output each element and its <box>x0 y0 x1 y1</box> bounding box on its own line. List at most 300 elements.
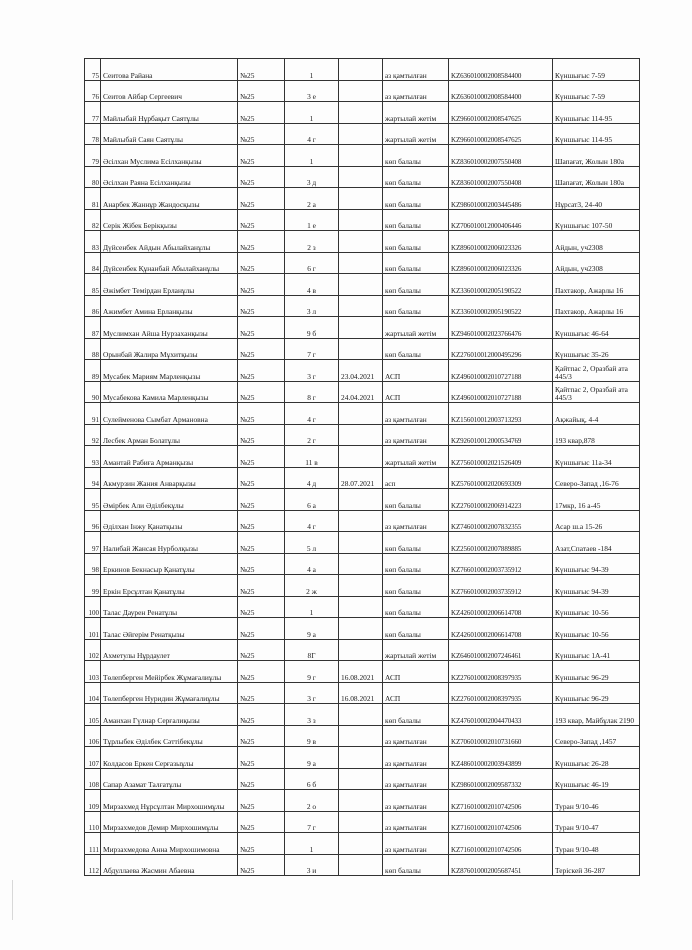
account-cell: KZ716010002010742506 <box>449 790 553 812</box>
class-cell: 2 а <box>285 188 339 210</box>
date-cell <box>339 747 383 769</box>
row-number: 94 <box>85 467 101 489</box>
full-name-cell: Анарбек Жаннұр Жандосқызы <box>101 188 238 210</box>
account-cell: KZ716010002010742506 <box>449 833 553 855</box>
date-cell: 28.07.2021 <box>339 467 383 489</box>
row-number: 79 <box>85 145 101 167</box>
group-cell: №25 <box>238 747 285 769</box>
date-cell: 16.08.2021 <box>339 682 383 704</box>
table-row <box>85 381 640 403</box>
full-name-cell: Төлепберген Нуридин Жұмағалиұлы <box>101 682 238 704</box>
address-cell: Айдын, уч2308 <box>553 252 640 274</box>
group-cell: №25 <box>238 661 285 683</box>
class-cell: 9 б <box>285 317 339 339</box>
full-name-cell: Сулейменова Сымбат Армановна <box>101 403 238 425</box>
class-cell: 3 е <box>285 80 339 102</box>
group-cell: №25 <box>238 618 285 640</box>
full-name-cell: Сеитова Райана <box>101 59 238 81</box>
account-cell: KZ896010002006023326 <box>449 231 553 253</box>
group-cell: №25 <box>238 682 285 704</box>
date-cell <box>339 833 383 855</box>
address-cell: Туран 9/10-48 <box>553 833 640 855</box>
table-row <box>85 123 640 145</box>
table-row <box>85 553 640 575</box>
date-cell <box>339 532 383 554</box>
category-cell: жартылай жетім <box>383 317 449 339</box>
category-cell: аз қамтылған <box>383 59 449 81</box>
full-name-cell: Налибай Жансая Нурболқызы <box>101 532 238 554</box>
account-cell: KZ426010002006614708 <box>449 596 553 618</box>
account-cell: KZ486010002003943899 <box>449 747 553 769</box>
category-cell: көп балалы <box>383 338 449 360</box>
address-cell: Күншығыс 10-56 <box>553 596 640 618</box>
row-number: 97 <box>85 532 101 554</box>
account-cell: KZ706010012000406446 <box>449 209 553 231</box>
account-cell: KZ276010002006914223 <box>449 489 553 511</box>
group-cell: №25 <box>238 145 285 167</box>
table-row <box>85 833 640 855</box>
date-cell <box>339 59 383 81</box>
group-cell: №25 <box>238 360 285 382</box>
address-cell: Нұрсат3, 24-40 <box>553 188 640 210</box>
table-row <box>85 317 640 339</box>
category-cell: көп балалы <box>383 295 449 317</box>
date-cell <box>339 639 383 661</box>
category-cell: көп балалы <box>383 596 449 618</box>
group-cell: №25 <box>238 381 285 403</box>
category-cell: көп балалы <box>383 274 449 296</box>
class-cell: 9 а <box>285 618 339 640</box>
account-cell: KZ706010002010731660 <box>449 725 553 747</box>
account-cell: KZ256010002007889885 <box>449 532 553 554</box>
group-cell: №25 <box>238 166 285 188</box>
address-cell: Туран 9/10-47 <box>553 811 640 833</box>
table-body <box>85 59 640 876</box>
full-name-cell: Ахметулы Нұрдаулет <box>101 639 238 661</box>
table-row <box>85 854 640 876</box>
row-number: 101 <box>85 618 101 640</box>
row-number: 99 <box>85 575 101 597</box>
date-cell <box>339 704 383 726</box>
address-cell: Терiскей 36-287 <box>553 854 640 876</box>
full-name-cell: Дүйсенбек Құнанбай Абылайханұлы <box>101 252 238 274</box>
row-number: 98 <box>85 553 101 575</box>
full-name-cell: Мирзахмед Нұрсұлтан Мирхошимұлы <box>101 790 238 812</box>
full-name-cell: Әділхан Інжу Қанатқызы <box>101 510 238 532</box>
class-cell: 3 д <box>285 166 339 188</box>
row-number: 108 <box>85 768 101 790</box>
address-cell: Күншығыс 96-29 <box>553 682 640 704</box>
table-row <box>85 295 640 317</box>
date-cell <box>339 338 383 360</box>
full-name-cell: Муслимхан Айша Нурзаханқызы <box>101 317 238 339</box>
address-cell: Туран 9/10-46 <box>553 790 640 812</box>
full-name-cell: Абдуллаева Жасмин Абаевна <box>101 854 238 876</box>
beneficiary-table <box>84 58 640 876</box>
table-row <box>85 80 640 102</box>
table-row <box>85 489 640 511</box>
row-number: 96 <box>85 510 101 532</box>
scan-edge-mark <box>12 880 17 920</box>
table-row <box>85 532 640 554</box>
table-row <box>85 575 640 597</box>
category-cell: АСП <box>383 661 449 683</box>
account-cell: KZ756010002021526409 <box>449 446 553 468</box>
class-cell: 2 з <box>285 231 339 253</box>
address-cell: Күншығыс 107-50 <box>553 209 640 231</box>
category-cell: аз қамтылған <box>383 768 449 790</box>
category-cell: көп балалы <box>383 532 449 554</box>
row-number: 75 <box>85 59 101 81</box>
date-cell <box>339 188 383 210</box>
account-cell: KZ896010002006023326 <box>449 252 553 274</box>
row-number: 105 <box>85 704 101 726</box>
table-row <box>85 704 640 726</box>
account-cell: KZ476010002004470433 <box>449 704 553 726</box>
class-cell: 4 г <box>285 403 339 425</box>
date-cell <box>339 489 383 511</box>
table-row <box>85 166 640 188</box>
category-cell: жартылай жетім <box>383 639 449 661</box>
group-cell: №25 <box>238 231 285 253</box>
category-cell: көп балалы <box>383 489 449 511</box>
account-cell: KZ636010002008584400 <box>449 59 553 81</box>
account-cell: KZ986010002003445486 <box>449 188 553 210</box>
group-cell: №25 <box>238 811 285 833</box>
group-cell: №25 <box>238 575 285 597</box>
address-cell: Пахтакор, Ажарлы 16 <box>553 274 640 296</box>
row-number: 93 <box>85 446 101 468</box>
group-cell: №25 <box>238 59 285 81</box>
row-number: 88 <box>85 338 101 360</box>
date-cell: 16.08.2021 <box>339 661 383 683</box>
group-cell: №25 <box>238 446 285 468</box>
account-cell: KZ986010002009587332 <box>449 768 553 790</box>
row-number: 95 <box>85 489 101 511</box>
full-name-cell: Майлыбай Саян Саятұлы <box>101 123 238 145</box>
category-cell: аз қамтылған <box>383 790 449 812</box>
class-cell: 11 в <box>285 446 339 468</box>
date-cell <box>339 811 383 833</box>
full-name-cell: Әжімбет Темірдан Ерланұлы <box>101 274 238 296</box>
account-cell: KZ426010002006614708 <box>449 618 553 640</box>
group-cell: №25 <box>238 639 285 661</box>
date-cell <box>339 231 383 253</box>
address-cell: Күншығыс 26-28 <box>553 747 640 769</box>
full-name-cell: Серік Жібек Берікқызы <box>101 209 238 231</box>
full-name-cell: Сеитов Айбар Сергеевич <box>101 80 238 102</box>
address-cell: Ақжайық, 4-4 <box>553 403 640 425</box>
group-cell: №25 <box>238 209 285 231</box>
group-cell: №25 <box>238 510 285 532</box>
group-cell: №25 <box>238 725 285 747</box>
class-cell: 1 <box>285 59 339 81</box>
group-cell: №25 <box>238 596 285 618</box>
date-cell <box>339 274 383 296</box>
date-cell <box>339 317 383 339</box>
full-name-cell: Әсілхан Муслима Есілханқызы <box>101 145 238 167</box>
category-cell: жартылай жетім <box>383 446 449 468</box>
date-cell <box>339 252 383 274</box>
table-row <box>85 231 640 253</box>
address-cell: Күншығыс 114-95 <box>553 123 640 145</box>
class-cell: 6 г <box>285 252 339 274</box>
category-cell: жартылай жетім <box>383 123 449 145</box>
address-cell: 193 квар, Майбұлак 2190 <box>553 704 640 726</box>
date-cell <box>339 145 383 167</box>
full-name-cell: Аманхан Гүлнар Серғалиқызы <box>101 704 238 726</box>
class-cell: 3 и <box>285 854 339 876</box>
class-cell: 6 б <box>285 768 339 790</box>
address-cell: Күншығыс 94-39 <box>553 553 640 575</box>
category-cell: көп балалы <box>383 166 449 188</box>
group-cell: №25 <box>238 403 285 425</box>
category-cell: аз қамтылған <box>383 725 449 747</box>
address-cell: Шапағат, Жолын 180а <box>553 145 640 167</box>
account-cell: KZ276010002008397935 <box>449 661 553 683</box>
class-cell: 4 в <box>285 274 339 296</box>
row-number: 89 <box>85 360 101 382</box>
date-cell <box>339 295 383 317</box>
table-row <box>85 618 640 640</box>
account-cell: KZ966010002008547625 <box>449 102 553 124</box>
full-name-cell: Мирзахмедов Демир Мирхошимұлы <box>101 811 238 833</box>
table-row <box>85 360 640 382</box>
category-cell: аз қамтылған <box>383 403 449 425</box>
full-name-cell: Әсілхан Раяна Есілханқызы <box>101 166 238 188</box>
category-cell: көп балалы <box>383 209 449 231</box>
account-cell: KZ746010002007832355 <box>449 510 553 532</box>
account-cell: KZ496010002010727188 <box>449 360 553 382</box>
account-cell: KZ766010002003735912 <box>449 553 553 575</box>
date-cell <box>339 446 383 468</box>
row-number: 80 <box>85 166 101 188</box>
date-cell <box>339 575 383 597</box>
date-cell <box>339 424 383 446</box>
category-cell: көп балалы <box>383 553 449 575</box>
group-cell: №25 <box>238 532 285 554</box>
class-cell: 5 л <box>285 532 339 554</box>
address-cell: Күншығыс 11а-34 <box>553 446 640 468</box>
account-cell: KZ836010002007550408 <box>449 166 553 188</box>
group-cell: №25 <box>238 553 285 575</box>
full-name-cell: Әмірбек Али Әділбекұлы <box>101 489 238 511</box>
full-name-cell: Орынбай Жалира Мұхитқызы <box>101 338 238 360</box>
row-number: 92 <box>85 424 101 446</box>
group-cell: №25 <box>238 317 285 339</box>
address-cell: Айдын, уч2308 <box>553 231 640 253</box>
category-cell: көп балалы <box>383 188 449 210</box>
full-name-cell: Төлепберген Мейірбек Жұмағалиұлы <box>101 661 238 683</box>
full-name-cell: Талас Әйгерім Ренатқызы <box>101 618 238 640</box>
group-cell: №25 <box>238 188 285 210</box>
address-cell: Күншығыс 10-56 <box>553 618 640 640</box>
class-cell: 9 г <box>285 661 339 683</box>
category-cell: жартылай жетім <box>383 102 449 124</box>
table-row <box>85 811 640 833</box>
account-cell: KZ336010002005190522 <box>449 274 553 296</box>
category-cell: көп балалы <box>383 231 449 253</box>
table-row <box>85 639 640 661</box>
row-number: 103 <box>85 661 101 683</box>
table-row <box>85 59 640 81</box>
address-cell: Күншығыс 114-95 <box>553 102 640 124</box>
category-cell: аз қамтылған <box>383 80 449 102</box>
address-cell: Күншығыс 46-19 <box>553 768 640 790</box>
group-cell: №25 <box>238 123 285 145</box>
full-name-cell: Талас Даурен Ренатұлы <box>101 596 238 618</box>
address-cell: Күншығыс 7-59 <box>553 59 640 81</box>
date-cell <box>339 596 383 618</box>
full-name-cell: Мусабек Мариям Марленқызы <box>101 360 238 382</box>
table-row <box>85 274 640 296</box>
date-cell <box>339 403 383 425</box>
row-number: 76 <box>85 80 101 102</box>
table-row <box>85 596 640 618</box>
full-name-cell: Дүйсенбек Айдын Абылайханұлы <box>101 231 238 253</box>
group-cell: №25 <box>238 833 285 855</box>
category-cell: көп балалы <box>383 252 449 274</box>
group-cell: №25 <box>238 704 285 726</box>
class-cell: 8 г <box>285 381 339 403</box>
date-cell <box>339 790 383 812</box>
table-row <box>85 209 640 231</box>
row-number: 100 <box>85 596 101 618</box>
category-cell: аз қамтылған <box>383 510 449 532</box>
class-cell: 3 г <box>285 360 339 382</box>
table-row <box>85 188 640 210</box>
table-row <box>85 403 640 425</box>
date-cell <box>339 166 383 188</box>
account-cell: KZ276010012000495296 <box>449 338 553 360</box>
row-number: 78 <box>85 123 101 145</box>
class-cell: 4 г <box>285 510 339 532</box>
category-cell: АСП <box>383 381 449 403</box>
table-row <box>85 725 640 747</box>
address-cell: Азат,Спатаев -184 <box>553 532 640 554</box>
group-cell: №25 <box>238 102 285 124</box>
full-name-cell: Еркін Ерсұлтан Қанатұлы <box>101 575 238 597</box>
category-cell: АСП <box>383 682 449 704</box>
class-cell: 6 а <box>285 489 339 511</box>
class-cell: 1 <box>285 833 339 855</box>
group-cell: №25 <box>238 790 285 812</box>
class-cell: 2 о <box>285 790 339 812</box>
category-cell: аз қамтылған <box>383 424 449 446</box>
class-cell: 8Г <box>285 639 339 661</box>
table-row <box>85 252 640 274</box>
address-cell: Северо-Запад ,16-76 <box>553 467 640 489</box>
account-cell: KZ636010002008584400 <box>449 80 553 102</box>
class-cell: 1 <box>285 102 339 124</box>
category-cell: көп балалы <box>383 704 449 726</box>
row-number: 81 <box>85 188 101 210</box>
class-cell: 1 <box>285 145 339 167</box>
date-cell <box>339 102 383 124</box>
date-cell <box>339 123 383 145</box>
class-cell: 4 а <box>285 553 339 575</box>
address-cell: Асар ш.а 15-26 <box>553 510 640 532</box>
date-cell <box>339 854 383 876</box>
address-cell: Күншығыс 94-39 <box>553 575 640 597</box>
table-row <box>85 747 640 769</box>
row-number: 109 <box>85 790 101 812</box>
row-number: 104 <box>85 682 101 704</box>
table-row <box>85 768 640 790</box>
table-row <box>85 446 640 468</box>
address-cell: Күншығыс 96-29 <box>553 661 640 683</box>
address-cell: Күншығыс 1А-41 <box>553 639 640 661</box>
account-cell: KZ496010002010727188 <box>449 381 553 403</box>
full-name-cell: Тұрлыбек Әділбек Сәттібекұлы <box>101 725 238 747</box>
table-row <box>85 145 640 167</box>
row-number: 86 <box>85 295 101 317</box>
account-cell: KZ576010002020693309 <box>449 467 553 489</box>
row-number: 110 <box>85 811 101 833</box>
group-cell: №25 <box>238 295 285 317</box>
date-cell <box>339 510 383 532</box>
row-number: 90 <box>85 381 101 403</box>
category-cell: көп балалы <box>383 145 449 167</box>
category-cell: көп балалы <box>383 854 449 876</box>
table-row <box>85 510 640 532</box>
account-cell: KZ946010002023766476 <box>449 317 553 339</box>
address-cell: Шапағат, Жолын 180а <box>553 166 640 188</box>
row-number: 82 <box>85 209 101 231</box>
row-number: 84 <box>85 252 101 274</box>
date-cell <box>339 768 383 790</box>
table-row <box>85 467 640 489</box>
class-cell: 3 з <box>285 704 339 726</box>
category-cell: АСП <box>383 360 449 382</box>
group-cell: №25 <box>238 489 285 511</box>
address-cell: Қайтпас 2, Оразбай ата 445/3 <box>553 360 640 382</box>
class-cell: 4 г <box>285 123 339 145</box>
full-name-cell: Мирзахмедова Анна Мирхошимовна <box>101 833 238 855</box>
category-cell: аз қамтылған <box>383 833 449 855</box>
class-cell: 3 г <box>285 682 339 704</box>
full-name-cell: Майлыбай Нұрбақыт Саятұлы <box>101 102 238 124</box>
row-number: 87 <box>85 317 101 339</box>
row-number: 83 <box>85 231 101 253</box>
row-number: 107 <box>85 747 101 769</box>
row-number: 91 <box>85 403 101 425</box>
table-row <box>85 424 640 446</box>
address-cell: 17мкр, 16 а-45 <box>553 489 640 511</box>
category-cell: көп балалы <box>383 618 449 640</box>
group-cell: №25 <box>238 252 285 274</box>
row-number: 85 <box>85 274 101 296</box>
date-cell <box>339 618 383 640</box>
row-number: 111 <box>85 833 101 855</box>
date-cell <box>339 725 383 747</box>
class-cell: 7 г <box>285 811 339 833</box>
full-name-cell: Сапар Азамат Талғатұлы <box>101 768 238 790</box>
date-cell <box>339 80 383 102</box>
group-cell: №25 <box>238 424 285 446</box>
class-cell: 9 а <box>285 747 339 769</box>
group-cell: №25 <box>238 338 285 360</box>
class-cell: 1 <box>285 596 339 618</box>
category-cell: аз қамтылған <box>383 747 449 769</box>
address-cell: Күншығыс 7-59 <box>553 80 640 102</box>
account-cell: KZ646010002007246461 <box>449 639 553 661</box>
category-cell: асп <box>383 467 449 489</box>
category-cell: көп балалы <box>383 575 449 597</box>
group-cell: №25 <box>238 80 285 102</box>
row-number: 77 <box>85 102 101 124</box>
date-cell <box>339 209 383 231</box>
